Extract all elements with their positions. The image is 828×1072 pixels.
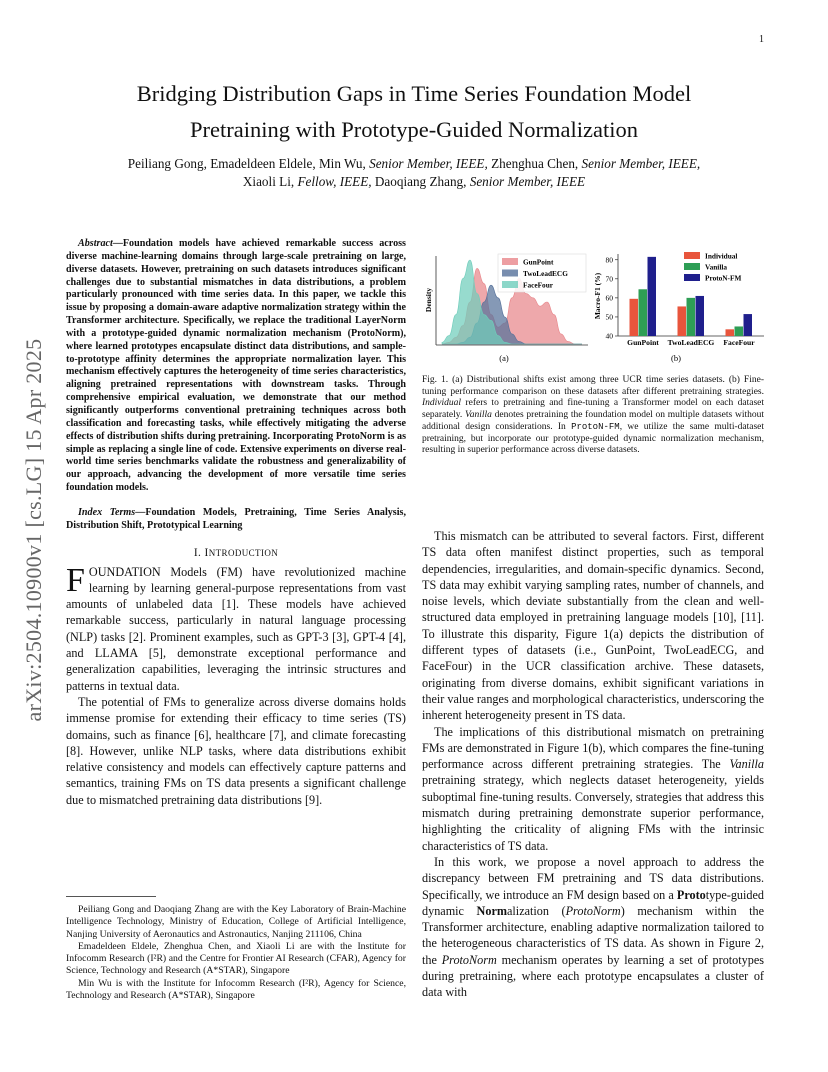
- bar-legend-label-proton-fm: ProtoN-FM: [705, 273, 742, 283]
- bar-ytick-label: 60: [605, 293, 613, 303]
- paper-title: [60, 76, 768, 148]
- density-legend-label-facefour: FaceFour: [523, 280, 553, 290]
- page-number: 1: [759, 34, 764, 45]
- bar-legend-swatch-vanilla: [684, 263, 700, 270]
- footnote-1: Peiliang Gong and Daoqiang Zhang are with the Key Laboratory of Brain-Machine Intelligence Technology, Ministry of Education, College of Artificial Intelligence, Nanjing University of Aeronautics and Astronautics, Nanjing 211106, China: [66, 904, 406, 940]
- bar-gunpoint-proton-fm: [648, 257, 657, 336]
- density-legend-swatch-gunpoint: [502, 258, 518, 265]
- rp3-d: ) mechanism within the Transformer architecture, enabling adaptive normalization tailored to the heterogeneous characteristics of TS data. As shown in Figure 2, the: [422, 903, 764, 967]
- intro-paragraph-1: [66, 561, 406, 694]
- intro-paragraph-2: The potential of FMs to generalize across diverse domains holds immense promise for extending their efficacy to time series (TS) domains, such as finance [6], healthcare [7], and climate forecasting [8]. However, unlike NLP tasks, where data distributions exhibit relative consistency and models can effectively capture patterns and semantics, training FMs on TS data presents a significant challenge due to mismatched pretraining data distributions [9].: [66, 694, 406, 807]
- caption-vanilla: Vanilla: [465, 410, 492, 421]
- bar-facefour-individual: [726, 329, 735, 336]
- panel-b-label: (b): [671, 353, 681, 363]
- rp3-protonorm-2: ProtoNorm: [441, 952, 497, 967]
- bar-legend-swatch-proton-fm: [684, 274, 700, 281]
- section-title-rest: NTRODUCTION: [208, 547, 279, 558]
- bar-facefour-vanilla: [735, 326, 744, 336]
- section-heading-introduction: [66, 547, 406, 559]
- rp3-norm: Norm: [476, 903, 508, 918]
- rp3-a: In this work, we propose a novel approach to address the discrepancy between FM pretraining and TS data distributions. Specifically, we introduce an FM design based on a: [422, 854, 764, 902]
- density-legend-label-twoleadecg: TwoLeadECG: [523, 269, 568, 278]
- arxiv-side-identifier: [12, 300, 56, 760]
- authors-part-2: Zhenghua Chen,: [487, 156, 582, 171]
- index-terms-text: —Foundation Models, Pretraining, Time Series Analysis, Distribution Shift, Prototypical Learning: [66, 506, 406, 531]
- footnote-3: Min Wu is with the Institute for Infocomm Research (I²R), Agency for Science, Technology and Research (A*STAR), Singapore: [66, 977, 406, 1002]
- right-column: [422, 528, 764, 1001]
- bar-xtick-label-gunpoint: GunPoint: [627, 338, 659, 347]
- bar-xtick-label-facefour: FaceFour: [723, 338, 755, 347]
- left-column: [66, 238, 406, 808]
- intro-p1-text: OUNDATION Models (FM) have revolutionized machine learning by learning general-purpose representations from vast amounts of unlabeled data [1]. These models have achieved remarkable success, particularly in natural language processing (NLP) tasks [2]. Prominent examples, such as GPT-3 [3], GPT-4 [4], and LLAMA [5], demonstrate exceptional performance and generalization capabilities, leveraging the intrinsic structures and patterns in textual data.: [66, 564, 406, 693]
- title-line-2: Pretraining with Prototype-Guided Normalization: [189, 117, 639, 142]
- index-terms: [66, 507, 406, 533]
- caption-part-c: denotes pretraining the foundation model on multiple datasets without additional design considerations. In: [422, 410, 764, 432]
- footnote-2: Emadeldeen Eldele, Zhenghua Chen, and Xiaoli Li are with the Institute for Infocomm Research (I²R) and the Centre for Frontier AI Research (CFAR), Agency for Science, Technology and Research (A*STAR), Singapore: [66, 940, 406, 977]
- bar-ytick-label: 80: [605, 255, 613, 265]
- rp3-e: mechanism operates by learning a set of prototypes during pretraining, where each prototype encapsulates a cluster of data with: [422, 952, 765, 1000]
- rp2-a: The implications of this distributional mismatch on pretraining FMs are demonstrated in Figure 1(b), which compares the fine-tuning performance across different pretraining strategies. The: [422, 724, 764, 772]
- authors-part-3: Xiaoli Li,: [242, 174, 298, 189]
- caption-individual: Individual: [422, 398, 462, 409]
- figure-1: [422, 244, 764, 368]
- authors-role-4: Senior Member, IEEE: [469, 174, 586, 189]
- authors-part-1: Peiliang Gong, Emadeldeen Eldele, Min Wu,: [127, 156, 370, 171]
- density-plot: [424, 254, 588, 363]
- density-ylabel: Density: [424, 287, 433, 313]
- bar-ytick-label: 50: [605, 312, 613, 322]
- density-legend: [498, 254, 586, 292]
- section-number: I.: [193, 546, 205, 559]
- authors-role-2: Senior Member, IEEE,: [581, 156, 701, 171]
- abstract-text: —Foundation models have achieved remarkable success across diverse machine-learning domains through large-scale pretraining on large, diverse datasets. However, pretraining on such datasets introduces significant challenges due to substantial mismatches in data distributions, a problem particularly pronounced with time series data. In this paper, we tackle this issue by proposing a domain-aware adaptive normalization strategy within the Transformer architecture. Specifically, we replace the traditional LayerNorm with a prototype-guided dynamic normalization mechanism (ProtoNorm), where learned prototypes encapsulate distinct data distributions, and sample-to-prototype affinity determines the appropriate normalization layer. This mechanism effectively captures the heterogeneity of time series characteristics, aligning pretrained representations with downstream tasks. Through comprehensive empirical evaluation, we demonstrate that our method significantly outperforms conventional pretraining techniques across both classification and forecasting tasks, while effectively mitigating the adverse effects of distribution shifts during pretraining. Incorporating ProtoNorm is as simple as replacing a single line of code. Extensive experiments on diverse real-world time series benchmarks validate the robustness and generalizability of our approach, advancing the development of more versatile time series foundation models.: [66, 238, 406, 494]
- figure-caption: [422, 375, 764, 457]
- rp2-b: pretraining strategy, which neglects dataset heterogeneity, yields suboptimal fine-tuning results. Conversely, strategies that address this mismatch during pretraining demonstrate superior performance, highlighting the criticality of aligning FMs with the intrinsic characteristics of TS data.: [422, 773, 764, 853]
- authors-part-4: Daoqiang Zhang,: [371, 174, 470, 189]
- bar-ylabel: Macro-F1 (%): [593, 272, 602, 320]
- footnotes: [66, 904, 406, 1002]
- panel-a-label: (a): [499, 353, 509, 363]
- bar-gunpoint-vanilla: [639, 289, 648, 336]
- bar-gunpoint-individual: [630, 299, 639, 336]
- caption-protonfm: ProtoN-FM: [571, 421, 620, 432]
- rp3-c: alization (: [507, 903, 566, 918]
- right-paragraph-3: [422, 854, 764, 1001]
- title-line-1: Bridging Distribution Gaps in Time Series Foundation Model: [136, 81, 692, 106]
- caption-part-b: refers to pretraining and fine-tuning a Transformer model on each dataset separately.: [422, 398, 764, 421]
- bar-legend-label-individual: Individual: [705, 251, 738, 261]
- bar-legend-label-vanilla: Vanilla: [705, 262, 728, 272]
- bar-facefour-proton-fm: [744, 314, 753, 336]
- density-legend-label-gunpoint: GunPoint: [523, 257, 554, 267]
- bar-twoleadecg-individual: [678, 306, 687, 336]
- footnote-rule: [66, 896, 156, 897]
- bar-xtick-label-twoleadecg: TwoLeadECG: [667, 338, 715, 347]
- rp3-proto: Proto: [676, 887, 706, 902]
- bar-twoleadecg-proton-fm: [696, 296, 705, 336]
- author-list: [70, 155, 758, 191]
- bar-ytick-label: 40: [605, 331, 613, 341]
- density-legend-swatch-twoleadecg: [502, 270, 518, 277]
- abstract: [66, 238, 406, 495]
- rp3-protonorm: ProtoNorm: [565, 903, 621, 918]
- bar-legend-swatch-individual: [684, 252, 700, 259]
- right-paragraph-1: This mismatch can be attributed to several factors. First, different TS data often manifest distinct properties, such as temporal dependencies, irregularities, and domain-specific dynamics. Second, TS data may exhibit varying sampling rates, number of channels, and noise levels, which deviate substantially from the clean and well-structured data employed in pretraining language models [10], [11]. To illustrate this disparity, Figure 1(a) depicts the distribution of different types of datasets (i.e., GunPoint, TwoLeadECG, and FaceFour) in the UCR classification archive. These datasets, originating from diverse domains, exhibit significant variations in their value ranges and morphological characteristics, underscoring the inherent heterogeneity present in TS data.: [422, 529, 764, 723]
- rp3-b: type-guided dynamic: [422, 887, 764, 918]
- caption-part-d: , we utilize the same multi-dataset pretraining, but incorporate our prototype-guided dynamic normalization mechanism, resulting in superior performance across diverse datasets.: [422, 421, 764, 456]
- abstract-label: Abstract: [78, 238, 113, 249]
- section-title-initial: I: [204, 546, 209, 559]
- rp2-vanilla: Vanilla: [729, 757, 764, 772]
- bar-legend: [684, 252, 741, 283]
- index-terms-label: Index Terms: [78, 506, 136, 518]
- drop-cap: F: [66, 561, 85, 599]
- caption-part-a: Fig. 1. (a) Distributional shifts exist among three UCR time series datasets. (b) Fine-tuning performance comparison on these datasets after different pretraining strategies.: [422, 375, 764, 397]
- authors-role-3: Fellow, IEEE,: [297, 174, 372, 189]
- figure-1-svg: [422, 244, 764, 368]
- authors-role-1: Senior Member, IEEE,: [369, 156, 488, 171]
- right-paragraph-2: [422, 724, 764, 854]
- density-legend-swatch-facefour: [502, 281, 518, 288]
- bar-twoleadecg-vanilla: [687, 298, 696, 336]
- bar-chart: [593, 252, 764, 364]
- bar-ytick-label: 70: [605, 274, 613, 284]
- arxiv-id-text: arXiv:2504.10900v1 [cs.LG] 15 Apr 2025: [21, 338, 46, 722]
